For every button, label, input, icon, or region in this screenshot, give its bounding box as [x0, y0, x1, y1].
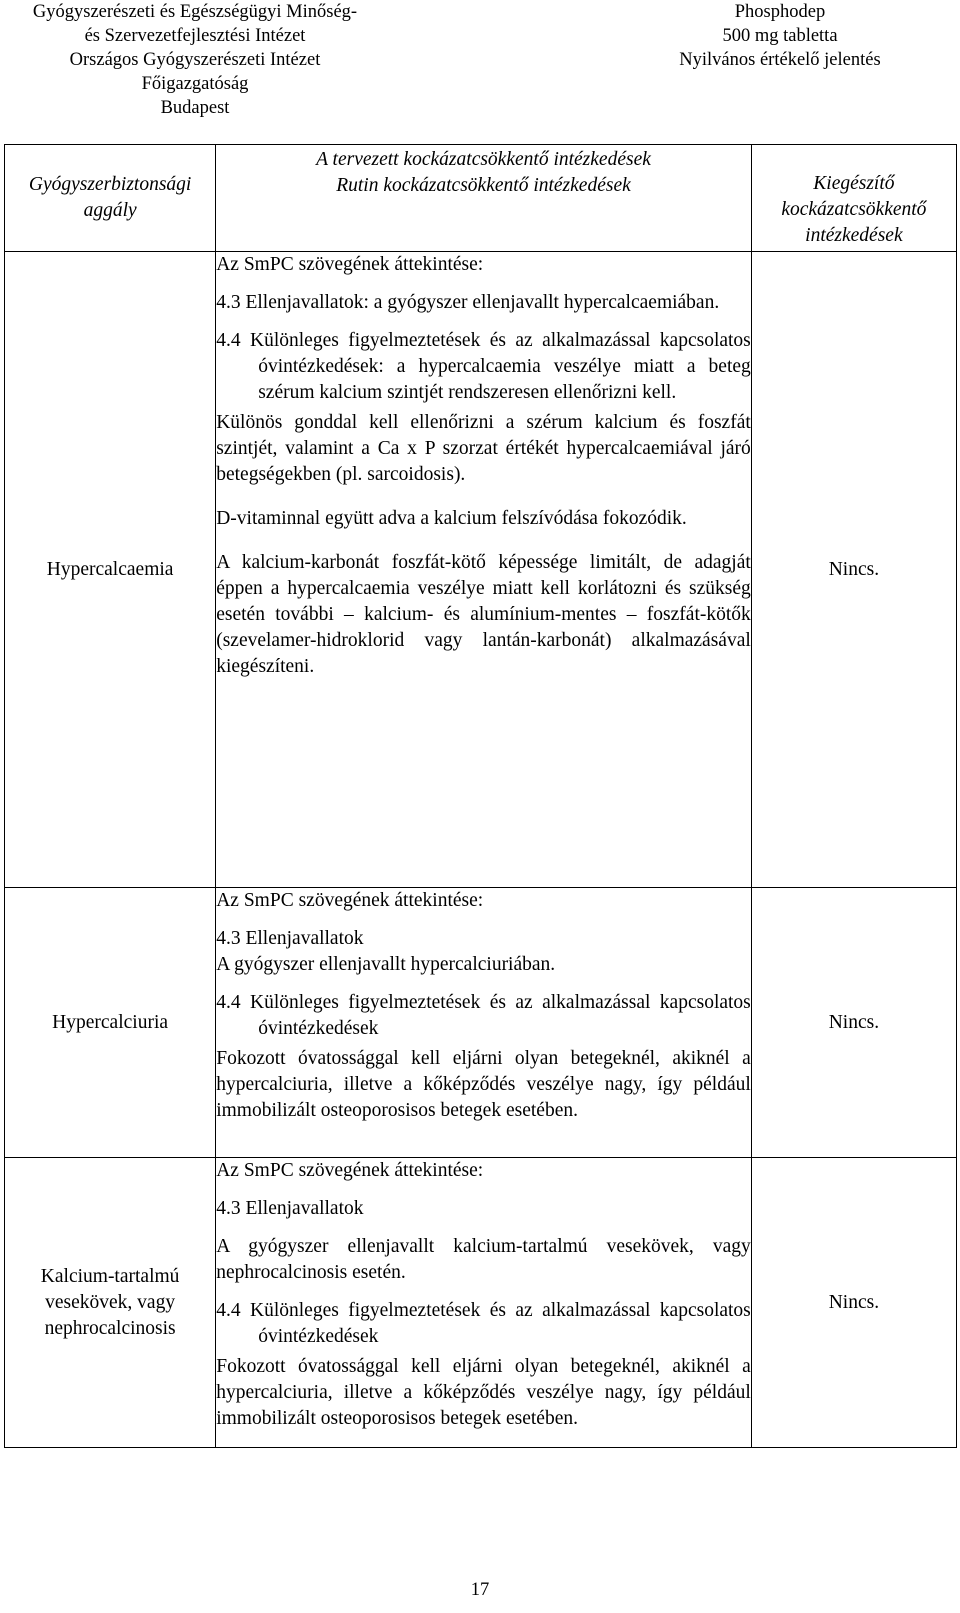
additional-cell — [751, 888, 956, 1158]
measure-paragraph: 4.3 Ellenjavallatok — [216, 928, 364, 949]
measure-paragraph: Különös gonddal kell ellenőrizni a szérum kalcium és foszfát szintjét, valamint a Ca x P szorzat értékét hypercalcaemiával járó betegségekben (pl. sarcoidosis). — [216, 412, 751, 485]
col-header-additional — [751, 145, 956, 252]
col-header-planned-line2: Rutin kockázatcsökkentő intézkedések — [336, 175, 631, 196]
col-header-planned — [216, 145, 752, 200]
header-report-type: Nyilvános értékelő jelentés — [679, 50, 881, 70]
header-institute-line4: Főigazgatóság — [141, 74, 249, 94]
measure-paragraph: Az SmPC szövegének áttekintése: — [216, 890, 484, 911]
table-row — [5, 1158, 957, 1448]
additional-text: Nincs. — [828, 1011, 880, 1033]
concern-cell — [5, 1158, 216, 1448]
col-header-concern-text: Gyógyszerbiztonsági aggály — [28, 174, 192, 221]
concern-text: Hypercalciuria — [52, 1011, 169, 1033]
measure-paragraph: 4.4 Különleges figyelmeztetések és az alkalmazással kapcsolatos óvintézkedések — [216, 1300, 751, 1347]
measure-paragraph: Fokozott óvatossággal kell eljárni olyan betegeknél, akiknél a hypercalciuria, illetve a kőképződés veszélye nagy, így például immobilizált osteoporosisos betegek esetében. — [216, 1356, 751, 1429]
page-number: 17 — [470, 1580, 490, 1600]
table-row — [5, 252, 957, 888]
header-institute-line1: Gyógyszerészeti és Egészségügyi Minőség- — [32, 2, 358, 22]
additional-cell — [751, 252, 956, 888]
measures-cell — [216, 1158, 752, 1448]
table-header-row — [5, 145, 957, 200]
measures-cell — [216, 888, 752, 1158]
concern-cell — [5, 252, 216, 888]
col-header-spacer — [216, 199, 752, 252]
measure-paragraph: 4.4 Különleges figyelmeztetések és az alkalmazással kapcsolatos óvintézkedések: a hypercalcaemia veszélye miatt a beteg szérum kalcium szintjét rendszeresen ellenőrizni kell. — [216, 330, 751, 403]
measure-paragraph: 4.4 Különleges figyelmeztetések és az alkalmazással kapcsolatos óvintézkedések — [216, 992, 751, 1039]
risk-minimisation-table — [4, 144, 957, 1448]
header-institute-line5: Budapest — [160, 98, 230, 118]
measure-paragraph: Az SmPC szövegének áttekintése: — [216, 254, 484, 275]
measure-paragraph: A kalcium-karbonát foszfát-kötő képessége limitált, de adagját éppen a hypercalcaemia veszélye miatt kell korlátozni és szükség esetén további – kalcium- és alumínium-mentes – foszfát-kötők (szevelamer-hidroklorid vagy lantán-karbonát) alkalmazásával kiegészíteni. — [216, 552, 751, 677]
header-institute-line3: Országos Gyógyszerészeti Intézet — [69, 50, 321, 70]
measure-paragraph: A gyógyszer ellenjavallt kalcium-tartalmú vesekövek, vagy nephrocalcinosis esetén. — [216, 1236, 751, 1283]
header-left — [10, 0, 380, 120]
concern-text: Hypercalcaemia — [46, 558, 174, 580]
header-institute-line2: és Szervezetfejlesztési Intézet — [84, 26, 306, 46]
measure-paragraph: 4.3 Ellenjavallatok — [216, 1198, 364, 1219]
table-row — [5, 888, 957, 1158]
measure-paragraph: Az SmPC szövegének áttekintése: — [216, 1160, 484, 1181]
header-right — [650, 0, 910, 72]
additional-cell — [751, 1158, 956, 1448]
concern-text: Kalcium-tartalmú vesekövek, vagy nephrocalcinosis — [40, 1265, 180, 1339]
col-header-planned-line1: A tervezett kockázatcsökkentő intézkedések — [316, 149, 651, 170]
additional-text: Nincs. — [828, 1291, 880, 1313]
header-product-strength: 500 mg tabletta — [722, 26, 838, 46]
col-header-concern — [5, 145, 216, 252]
col-header-additional-text: Kiegészítő kockázatcsökkentő intézkedések — [781, 173, 927, 246]
additional-text: Nincs. — [828, 558, 880, 580]
measure-paragraph: D-vitaminnal együtt adva a kalcium felszívódása fokozódik. — [216, 508, 687, 529]
measure-paragraph: A gyógyszer ellenjavallt hypercalciuriában. — [216, 954, 556, 975]
measures-cell — [216, 252, 752, 888]
measure-paragraph: 4.3 Ellenjavallatok: a gyógyszer ellenjavallt hypercalcaemiában. — [216, 292, 720, 313]
header-product-name: Phosphodep — [734, 2, 826, 22]
measure-paragraph: Fokozott óvatossággal kell eljárni olyan betegeknél, akiknél a hypercalciuria, illetve a kőképződés veszélye nagy, így például immobilizált osteoporosisos betegek esetében. — [216, 1048, 751, 1121]
concern-cell — [5, 888, 216, 1158]
